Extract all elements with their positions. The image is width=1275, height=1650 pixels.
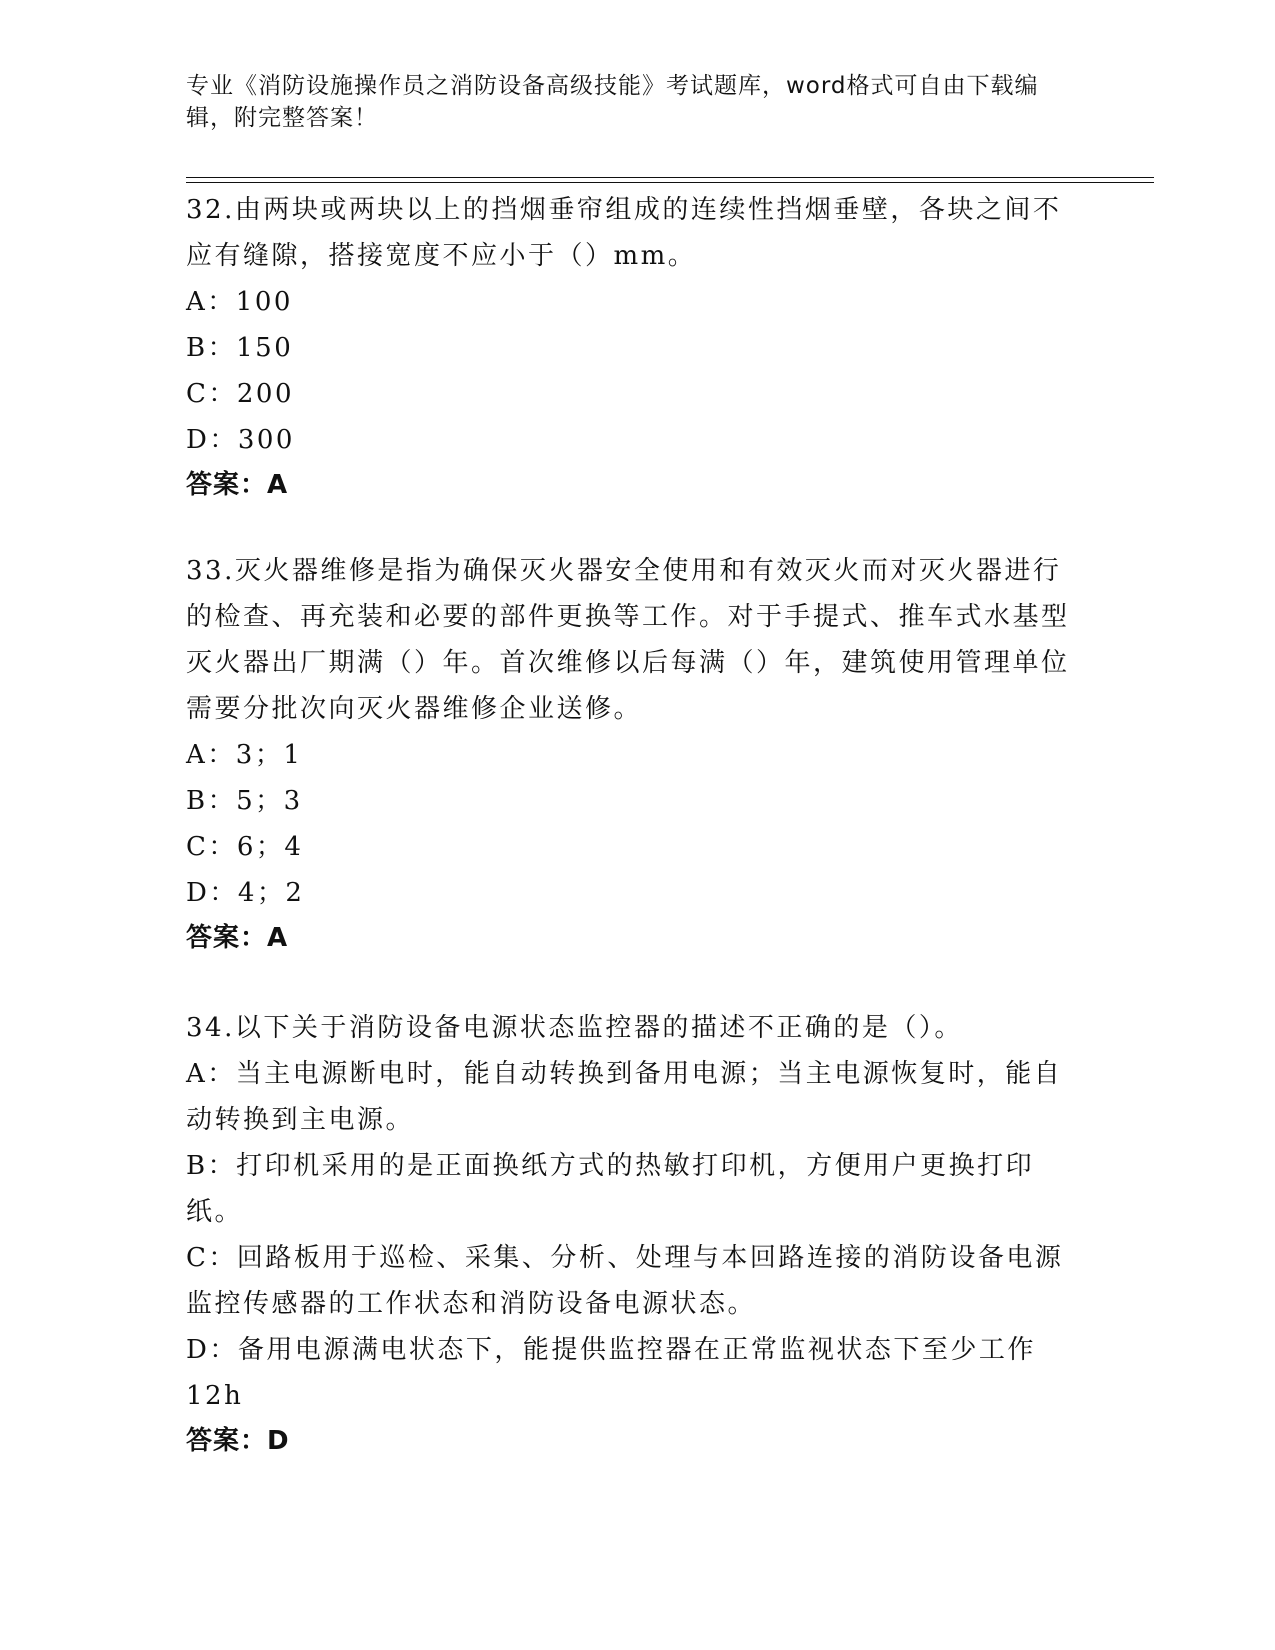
answer-value: A <box>267 470 289 500</box>
question-stem: 33.灭火器维修是指为确保灭火器安全使用和有效灭火而对灭火器进行的检查、再充装和必要的部件更换等工作。对于手提式、推车式水基型灭火器出厂期满（）年。首次维修以后每满（）年，建筑使用管理单位需要分批次向灭火器维修企业送修。 <box>186 556 1070 724</box>
answer-value: D <box>267 1426 290 1456</box>
question-stem: 34.以下关于消防设备电源状态监控器的描述不正确的是（）。 <box>186 1013 963 1043</box>
option-d: D：备用电源满电状态下，能提供监控器在正常监视状态下至少工作12h <box>186 1335 1036 1411</box>
document-header: 专业《消防设施操作员之消防设备高级技能》考试题库，word格式可自由下载编辑，附完整答案！ <box>186 73 1039 131</box>
option-c: C：6；4 <box>186 832 304 862</box>
question-32 <box>186 187 1076 507</box>
answer-value: A <box>267 923 289 953</box>
option-d: D：300 <box>186 425 295 455</box>
question-33 <box>186 548 1076 960</box>
option-b: B：150 <box>186 333 294 363</box>
option-a: A：3；1 <box>186 740 303 770</box>
answer-line <box>186 463 1076 507</box>
answer-line <box>186 916 1076 960</box>
option-b: B：5；3 <box>186 786 303 816</box>
option-c: C：回路板用于巡检、采集、分析、处理与本回路连接的消防设备电源监控传感器的工作状态和消防设备电源状态。 <box>186 1243 1064 1319</box>
option-a: A：当主电源断电时，能自动转换到备用电源；当主电源恢复时，能自动转换到主电源。 <box>186 1059 1063 1135</box>
header-divider-bottom <box>186 182 1154 183</box>
option-c: C：200 <box>186 379 295 409</box>
answer-label: 答案： <box>186 923 268 953</box>
answer-label: 答案： <box>186 1426 268 1456</box>
question-stem: 32.由两块或两块以上的挡烟垂帘组成的连续性挡烟垂壁，各块之间不应有缝隙，搭接宽度不应小于（）mm。 <box>186 195 1062 271</box>
option-b: B：打印机采用的是正面换纸方式的热敏打印机，方便用户更换打印纸。 <box>186 1151 1035 1227</box>
question-34 <box>186 1005 1076 1463</box>
option-d: D：4；2 <box>186 878 305 908</box>
answer-label: 答案： <box>186 470 268 500</box>
header-divider-top <box>186 177 1154 178</box>
answer-line <box>186 1419 1076 1463</box>
option-a: A：100 <box>186 287 293 317</box>
